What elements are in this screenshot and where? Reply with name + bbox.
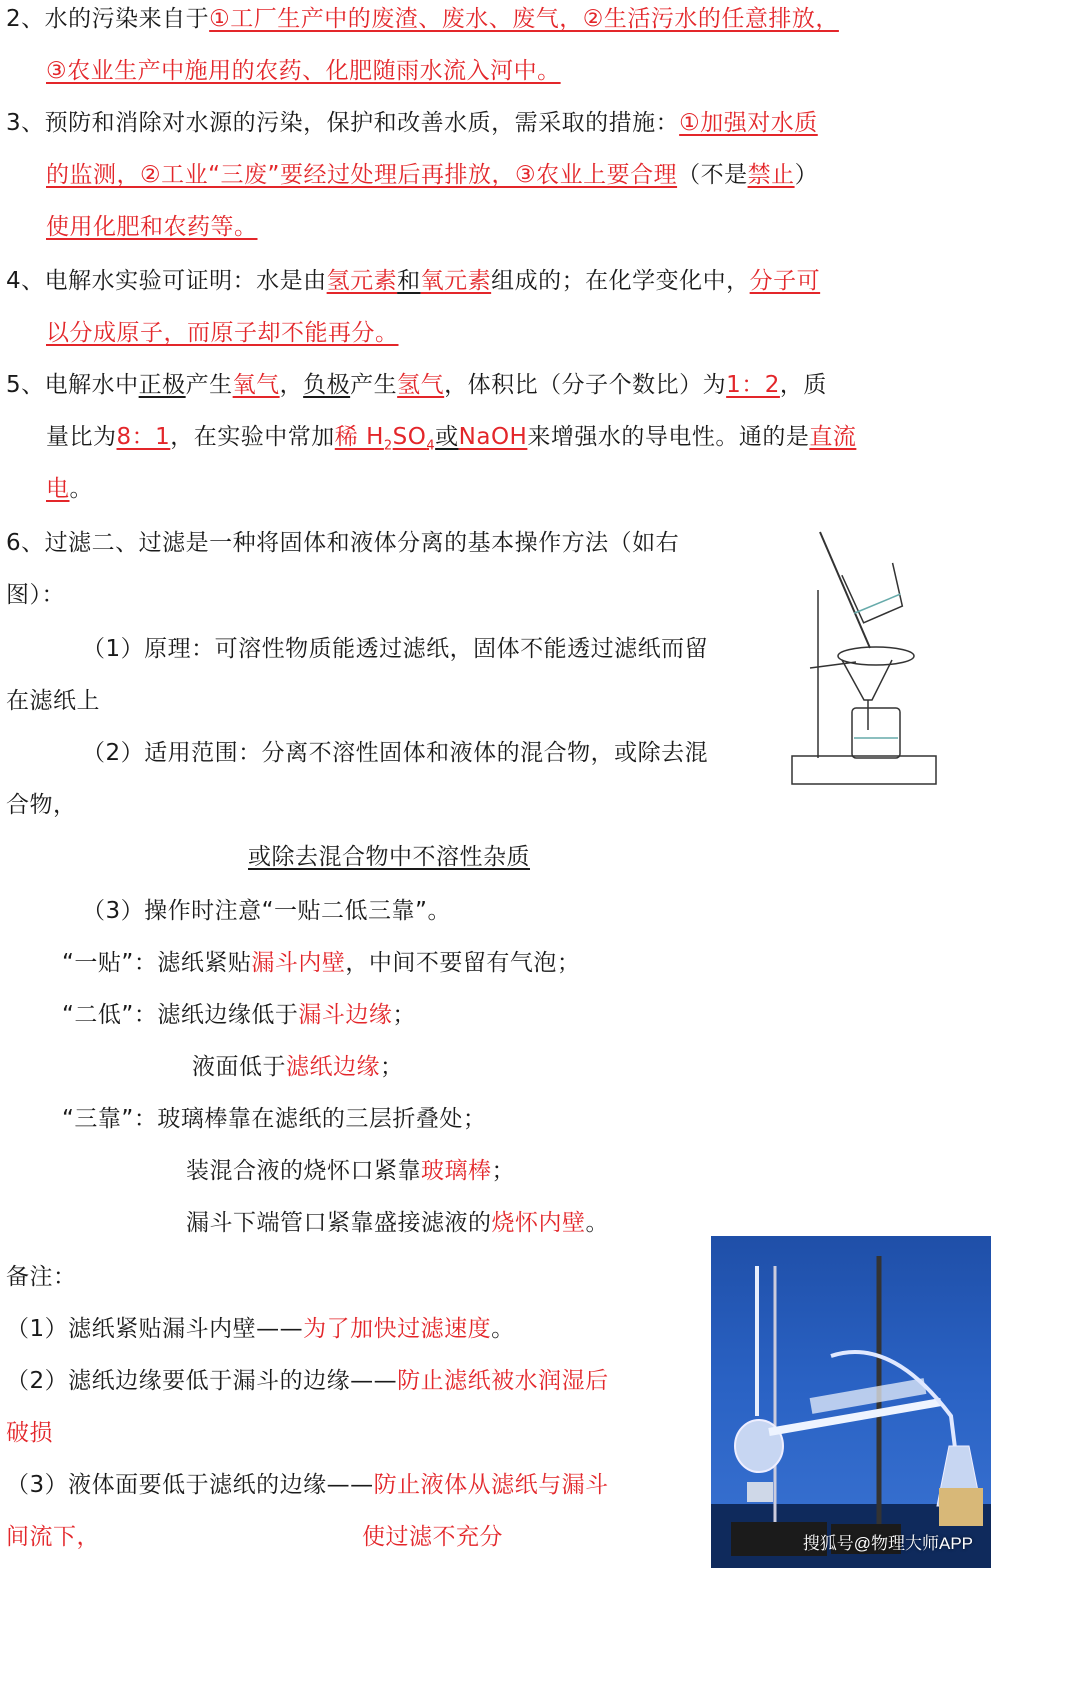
rule-three-lean-1: “三靠”：玻璃棒靠在滤纸的三层折叠处； [62, 1106, 487, 1132]
item2-line2: ③农业生产中施用的农药、化肥随雨水流入河中。 [46, 58, 561, 84]
filtration-apparatus-diagram [786, 530, 946, 792]
watermark: 搜狐号@物理大师APP [802, 1534, 973, 1553]
note-1: （1）滤纸紧贴漏斗内壁——为了加快过滤速度。 [6, 1316, 515, 1342]
glass-rod [820, 532, 870, 648]
rule-three-lean-3: 漏斗下端管口紧靠盛接滤液的烧怀内壁。 [186, 1210, 609, 1236]
funnel [842, 660, 892, 700]
item6-scope-2: 合物， [6, 792, 77, 818]
item6-notice: （3）操作时注意“一贴二低三靠”。 [82, 898, 451, 924]
item4-line2: 以分成原子，而原子却不能再分。 [46, 320, 399, 346]
receiving-beaker [852, 708, 900, 758]
item3-line2: 的监测，②工业“三废”要经过处理后再排放，③农业上要合理（不是禁止） [46, 162, 819, 188]
distillation-photo [711, 1236, 991, 1568]
liquid-level [853, 594, 902, 613]
item5-line1: 5、电解水中正极产生氧气，负极产生氢气，体积比（分子个数比）为1：2，质 [6, 372, 827, 398]
stand-base [792, 756, 936, 784]
rule-two-low-1: “二低”：滤纸边缘低于漏斗边缘； [62, 1002, 416, 1028]
notes-heading: 备注： [6, 1264, 77, 1290]
item6-scope-3: 或除去混合物中不溶性杂质 [248, 844, 530, 870]
filter-ring [838, 647, 914, 665]
item5-line2: 量比为8：1，在实验中常加稀 $H_2SO_4$或NaOH来增强水的导电性。通的是直流 [46, 424, 857, 454]
item6-title-cont: 图）： [6, 582, 65, 608]
rule-two-low-2: 液面低于滤纸边缘； [192, 1054, 404, 1080]
rule-three-lean-2: 装混合液的烧怀口紧靠玻璃棒； [186, 1158, 515, 1184]
item3-line1: 3、预防和消除对水源的污染，保护和改善水质，需采取的措施：①加强对水质 [6, 110, 818, 136]
item6-scope-1: （2）适用范围：分离不溶性固体和液体的混合物，或除去混 [82, 740, 709, 766]
note-2-cont: 破损 [6, 1420, 53, 1446]
rule-one-tie: “一贴”：滤纸紧贴漏斗内壁，中间不要留有气泡； [62, 950, 581, 976]
note-3-cont: 间流下， 使过滤不充分 [6, 1524, 503, 1550]
item3-line3: 使用化肥和农药等。 [46, 214, 258, 240]
note-2: （2）滤纸边缘要低于漏斗的边缘——防止滤纸被水润湿后 [6, 1368, 609, 1394]
item4-line1: 4、电解水实验可证明：水是由氢元素和氧元素组成的；在化学变化中，分子可 [6, 268, 821, 294]
item6-principle-1: （1）原理：可溶性物质能透过滤纸，固体不能透过滤纸而留 [82, 636, 709, 662]
item6-principle-2: 在滤纸上 [6, 688, 100, 714]
note-3: （3）液体面要低于滤纸的边缘——防止液体从滤纸与漏斗 [6, 1472, 609, 1498]
item6-title: 6、过滤二、过滤是一种将固体和液体分离的基本操作方法（如右 [6, 530, 680, 556]
item2-line1: 2、水的污染来自于①工厂生产中的废渣、废水、废气，②生活污水的任意排放， [6, 6, 839, 32]
distillation-apparatus [711, 1236, 991, 1568]
item5-line3: 电。 [46, 476, 93, 502]
pouring-beaker [842, 559, 908, 625]
